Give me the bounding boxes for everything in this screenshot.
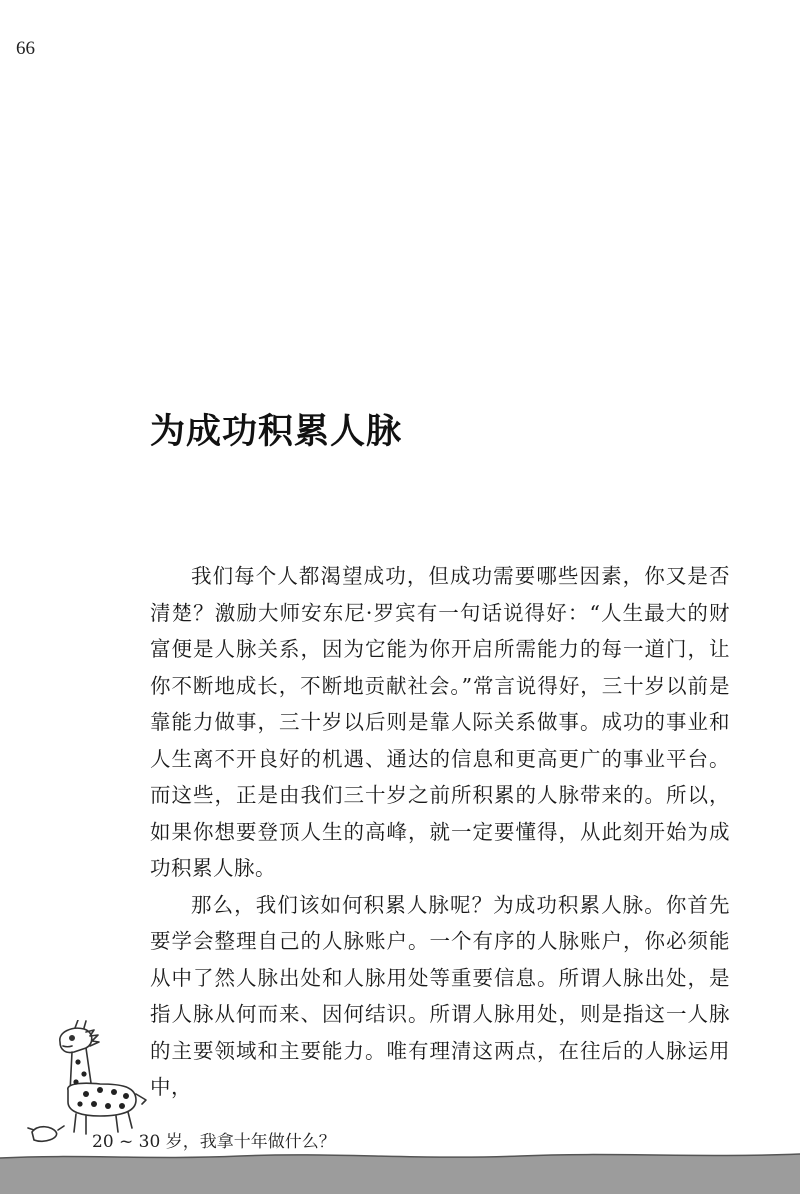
footer-book-title: 20 ~ 30 岁，我拿十年做什么？ xyxy=(92,1132,336,1152)
paragraph-2: 那么，我们该如何积累人脉呢？为成功积累人脉。你首先要学会整理自己的人脉账户。一个有序的人脉账户，你必须能从中了然人脉出处和人脉用处等重要信息。所谓人脉出处，是指人脉从何而来、因何结识。所谓人脉用处，则是指这一人脉的主要领域和主要能力。唯有理清这两点，在往后的人脉运用中， xyxy=(150,892,730,1099)
page-number: 66 xyxy=(16,38,35,59)
paragraph-1: 我们每个人都渴望成功，但成功需要哪些因素，你又是否清楚？激励大师安东尼·罗宾有一句话说得好：“人生最大的财富便是人脉关系，因为它能为你开启所需能力的每一道门，让你不断地成长，不断地贡献社会。”常言说得好，三十岁以前是靠能力做事，三十岁以后则是靠人际关系做事。成功的事业和人生离不开良好的机遇、通达的信息和更高更广的事业平台。而这些，正是由我们三十岁之前所积累的人脉带来的。所以，如果你想要登顶人生的高峰，就一定要懂得，从此刻开始为成功积累人脉。 xyxy=(150,564,730,880)
chapter-title: 为成功积累人脉 xyxy=(150,412,403,452)
body-text xyxy=(150,558,730,1106)
bottom-decorative-band xyxy=(0,1140,800,1194)
